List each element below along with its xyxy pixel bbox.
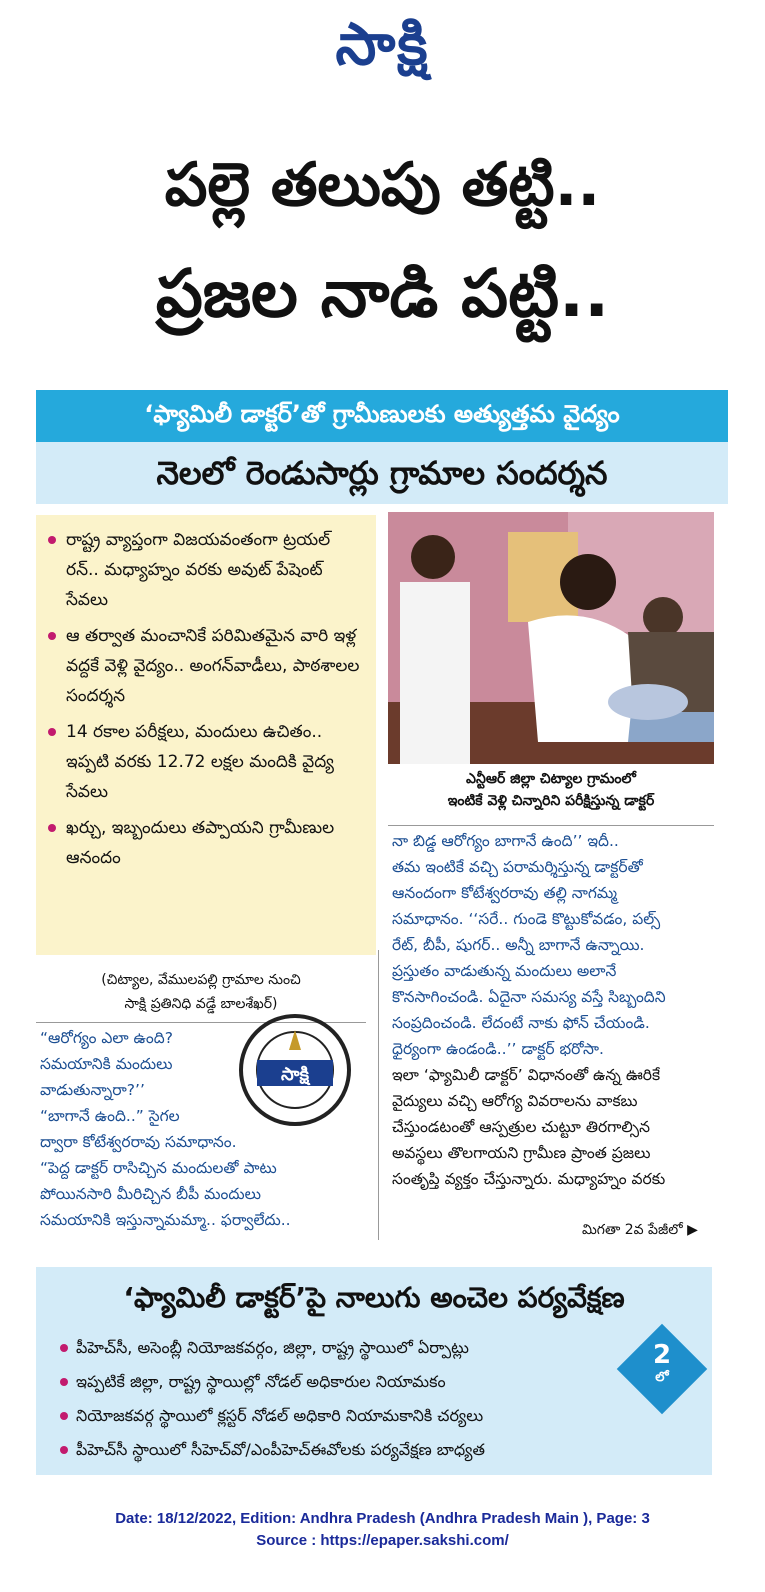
page-badge-number: 2 (652, 1340, 672, 1370)
story-line: నా బిడ్డ ఆరోగ్యం బాగానే ఉంది’’ ఇదీ.. (392, 832, 619, 850)
story-left-top (40, 1025, 240, 1155)
doctor-visit-photo (388, 512, 714, 764)
bullet-dot-icon (60, 1378, 68, 1386)
story-line: సమయానికి మందులు (40, 1055, 173, 1073)
bullet-dot-icon (60, 1412, 68, 1420)
story-line: ప్రస్తుతం వాడుతున్న మందులు అలానే (392, 962, 617, 980)
story-line: “పెద్ద డాక్టర్ రాసిచ్చిన మందులతో పాటు (40, 1159, 277, 1177)
story-line: ఆనందంగా కోటేశ్వరరావు తల్లి నాగమ్మ (392, 884, 617, 902)
stamp-seal-icon (235, 1010, 355, 1130)
story-line: “బాగానే ఉంది..” సైగల (40, 1107, 180, 1125)
highlight-text: రాష్ట్ర వ్యాప్తంగా విజయవంతంగా ట్రయల్ రన్.. మధ్యాహ్నం వరకు అవుట్ పేషెంట్ సేవలు (66, 530, 331, 610)
subhead-light-text: నెలలో రెండుసార్లు గ్రామాల సందర్శన (156, 454, 608, 492)
story-line: అవస్థలు తొలగాయని గ్రామీణ ప్రాంత ప్రజలు (392, 1144, 651, 1162)
credit-line-2: సాక్షి ప్రతినిధి వడ్డే బాలశేఖర్) (124, 996, 278, 1012)
highlight-item (66, 813, 366, 873)
subhead-blue-bar (36, 390, 728, 442)
news-photo (388, 512, 714, 764)
story-line: ద్వారా కోటేశ్వరరావు సమాధానం. (40, 1133, 237, 1151)
page-badge-suffix: లో (655, 1370, 669, 1385)
bullet-dot-icon (60, 1446, 68, 1454)
highlight-text: ఆ తర్వాత మంచానికే పరిమితమైన వారి ఇళ్ల వద్దకే వెళ్లి వైద్యం.. అంగన్‌వాడీలు, పాఠశాలల సందర్శన (66, 626, 360, 706)
continued-on-page-2: మిగతా 2వ పేజీలో ▶ (582, 1222, 698, 1238)
story-line: కొనసాగించండి. ఏదైనా సమస్య వస్తే సిబ్బందిని (392, 988, 666, 1006)
monitoring-text: నియోజకవర్గ స్థాయిలో క్లస్టర్ నోడల్ అధికారి నియామకానికి చర్యలు (76, 1406, 484, 1425)
story-right (392, 828, 717, 1192)
story-line: తమ ఇంటికే వచ్చి పరామర్శిస్తున్న డాక్టర్‌తో (392, 858, 643, 876)
monitoring-item (76, 1331, 485, 1365)
story-line: సంప్రదించండి. లేదంటే నాకు ఫోన్ చేయండి. (392, 1014, 650, 1032)
headline-line-1: పల్లె తలుపు తట్టి.. (164, 150, 601, 220)
footer-date-line: Date: 18/12/2022, Edition: Andhra Pradesh (Andhra Pradesh Main ), Page: 3 (115, 1510, 650, 1527)
monitoring-item (76, 1399, 485, 1433)
story-line: సమాధానం. ‘‘సరే.. గుండె కొట్టుకోవడం, పల్స్ (392, 910, 661, 928)
photo-caption (388, 768, 714, 812)
story-line: ధైర్యంగా ఉండండి..’’ డాక్టర్ భరోసా. (392, 1040, 604, 1058)
story-line: పోయినసారి మీరిచ్చిన బీపీ మందులు (40, 1185, 261, 1203)
monitoring-text: ఇప్పటికే జిల్లా, రాష్ట్ర స్థాయిల్లో నోడల్ అధికారుల నియామకం (76, 1372, 446, 1391)
stamp-text: సాక్షి (281, 1064, 309, 1085)
monitoring-item (76, 1365, 485, 1399)
page-badge (630, 1340, 694, 1386)
bullet-dot-icon (48, 632, 56, 640)
highlight-item (66, 525, 366, 615)
monitoring-text: పీహెచ్‌సీ, అసెంబ్లీ నియోజకవర్గం, జిల్లా, రాష్ట్ర స్థాయిలో ఏర్పాట్లు (76, 1338, 469, 1357)
highlights-list (36, 515, 376, 873)
story-line: సంతృప్తి వ్యక్తం చేస్తున్నారు. మధ్యాహ్నం వరకు (392, 1170, 666, 1188)
subhead-blue-text: ‘ఫ్యామిలీ డాక్టర్’తో గ్రామీణులకు అత్యుత్తమ వైద్యం (144, 400, 620, 428)
caption-divider (388, 825, 714, 826)
story-line: సమయానికి ఇస్తున్నామమ్మా.. ఫర్వాలేదు.. (40, 1211, 291, 1229)
monitoring-text: పీహెచ్‌సీ స్థాయిలో సీహెచ్‌వో/ఎంపీహెచ్‌ఈవోలకు పర్యవేక్షణ బాధ్యత (76, 1440, 485, 1459)
headline-line-2: ప్రజల నాడి పట్టి.. (155, 255, 610, 332)
newspaper-logo: సాక్షి (335, 10, 430, 78)
bullet-dot-icon (60, 1344, 68, 1352)
monitoring-box (36, 1267, 712, 1475)
monitoring-item (76, 1433, 485, 1467)
monitoring-box-title: ‘ఫ్యామిలీ డాక్టర్’పై నాలుగు అంచెల పర్యవేక్షణ (123, 1281, 625, 1314)
reporter-credit (36, 968, 366, 1016)
footer-source-line: Source : https://epaper.sakshi.com/ (256, 1532, 509, 1549)
highlight-text: 14 రకాల పరీక్షలు, మందులు ఉచితం.. ఇప్పటి వరకు 12.72 లక్షల మందికి వైద్య సేవలు (66, 722, 334, 802)
bullet-dot-icon (48, 536, 56, 544)
story-line: “ఆరోగ్యం ఎలా ఉంది? (40, 1029, 173, 1047)
credit-line-1: (చిట్యాల, వేములపల్లి గ్రామాల నుంచి (101, 972, 301, 988)
story-line: చేస్తుండటంతో ఆస్పత్రుల చుట్టూ తిరగాల్సిన (392, 1118, 650, 1136)
story-line: వైద్యులు వచ్చి ఆరోగ్య వివరాలను వాకబు (392, 1092, 638, 1110)
ground-report-stamp (235, 1010, 355, 1130)
photo-caption-line-2: ఇంటికే వెళ్లి చిన్నారిని పరీక్షిస్తున్న డాక్టర్ (447, 793, 655, 809)
photo-caption-line-1: ఎన్టీఆర్ జిల్లా చిట్యాల గ్రామంలో (466, 771, 636, 787)
story-line: రేట్, బీపీ, షుగర్.. అన్నీ బాగానే ఉన్నాయి. (392, 936, 645, 954)
highlight-item (66, 717, 366, 807)
story-left-bottom (40, 1155, 370, 1233)
bullet-dot-icon (48, 728, 56, 736)
highlight-text: ఖర్చు, ఇబ్బందులు తప్పాయని గ్రామీణుల ఆనందం (66, 818, 335, 868)
monitoring-list (76, 1331, 485, 1467)
story-right-black (392, 1062, 717, 1192)
highlights-box (36, 515, 376, 955)
story-line: వాడుతున్నారా?’’ (40, 1081, 145, 1099)
highlight-item (66, 621, 366, 711)
bullet-dot-icon (48, 824, 56, 832)
subhead-light-bar (36, 442, 728, 504)
story-right-blue (392, 828, 717, 1062)
column-divider (378, 950, 379, 1240)
story-line: ఇలా ‘ఫ్యామిలీ డాక్టర్’ విధానంతో ఉన్న ఊరికే (392, 1066, 661, 1084)
